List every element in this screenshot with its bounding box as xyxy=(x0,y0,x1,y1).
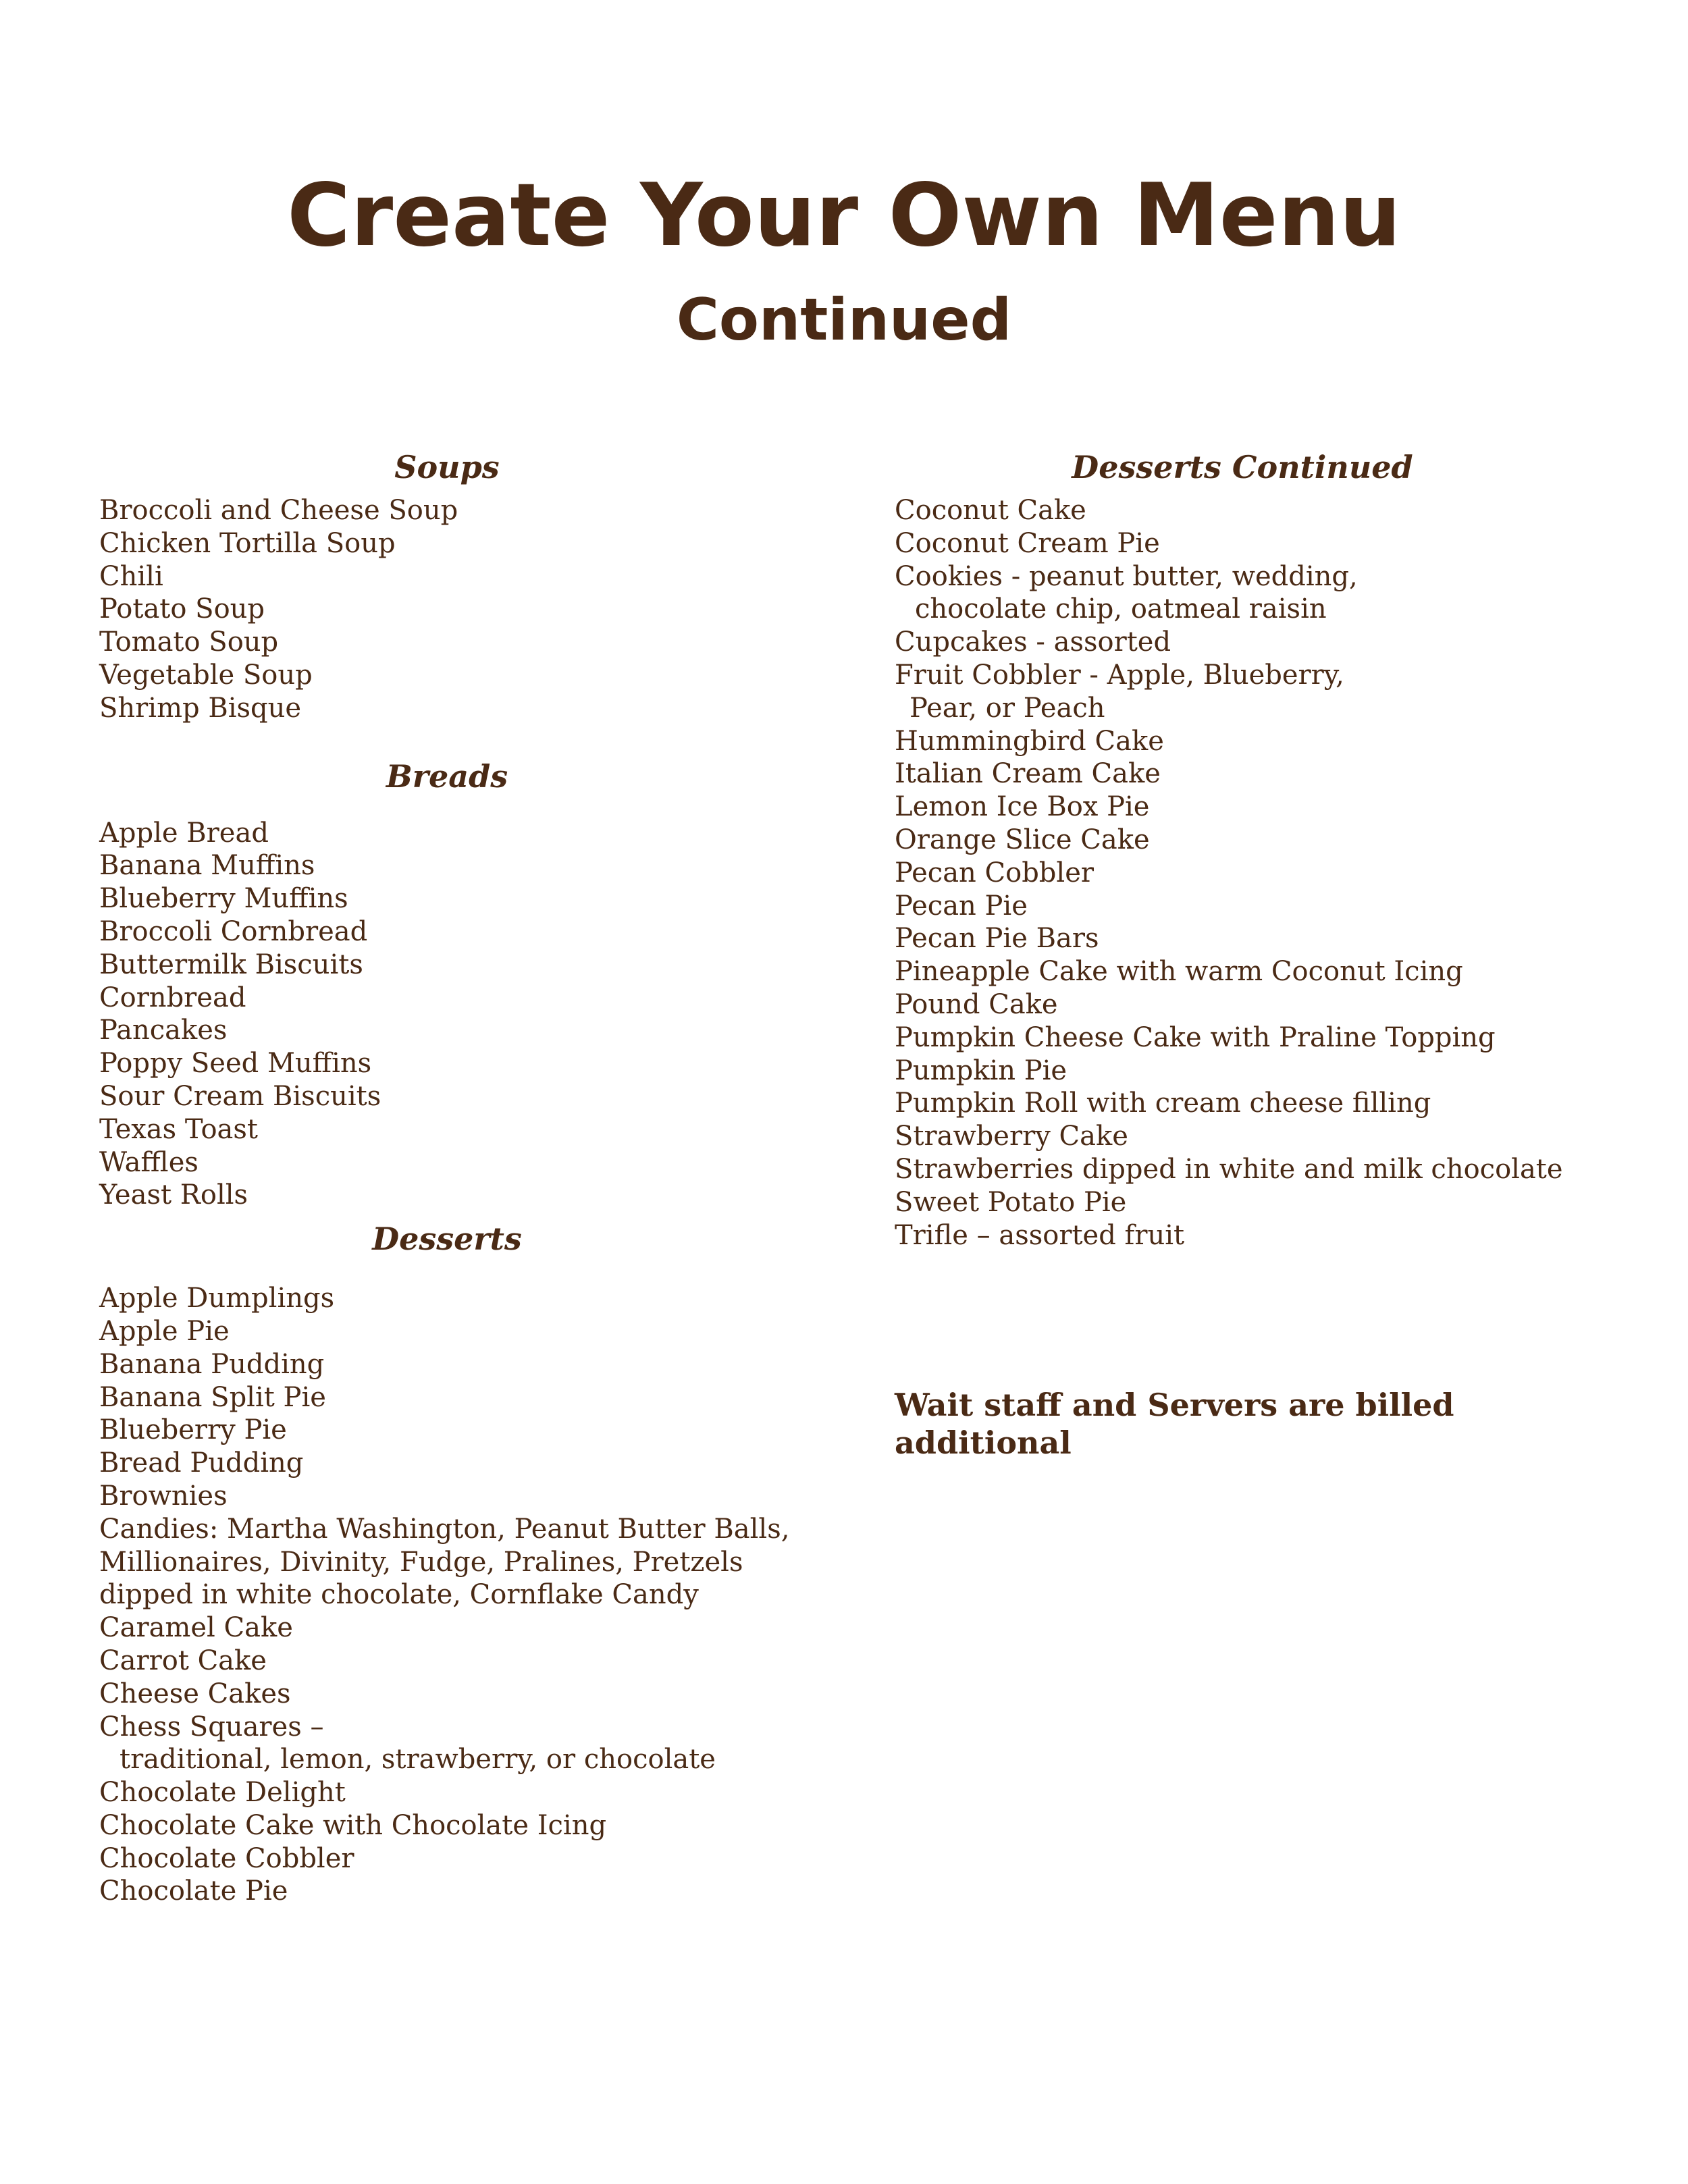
list-item: Caramel Cake xyxy=(99,1612,293,1644)
list-item: Lemon Ice Box Pie xyxy=(895,791,1150,823)
soups-heading: Soups xyxy=(394,449,500,485)
list-item: Pound Cake xyxy=(895,988,1058,1020)
breads-list xyxy=(99,817,795,1213)
billing-note xyxy=(895,1386,1570,1462)
list-item: Trifle – assorted fruit xyxy=(895,1219,1185,1251)
list-item: Sour Cream Biscuits xyxy=(99,1080,381,1112)
soups-list xyxy=(99,494,795,725)
desserts-list xyxy=(99,1282,795,1908)
right-column xyxy=(895,440,1624,1252)
candies-line: dipped in white chocolate, Cornflake Candy xyxy=(99,1579,699,1611)
chess-line: Chess Squares – xyxy=(99,1711,324,1742)
list-item: Pineapple Cake with warm Coconut Icing xyxy=(895,956,1463,988)
list-item: Poppy Seed Muffins xyxy=(99,1048,372,1080)
breads-heading: Breads xyxy=(386,757,508,795)
list-item: Apple Dumplings xyxy=(99,1283,335,1314)
list-item: Yeast Rolls xyxy=(99,1179,248,1211)
spacer xyxy=(99,803,795,817)
cookies-line: chocolate chip, oatmeal raisin xyxy=(915,593,1327,625)
list-item: Italian Cream Cake xyxy=(895,758,1161,790)
list-item: Waffles xyxy=(99,1146,199,1178)
list-item: Shrimp Bisque xyxy=(99,692,302,724)
list-item: Pecan Pie xyxy=(895,890,1028,922)
list-item: Sweet Potato Pie xyxy=(895,1186,1127,1218)
list-item: Potato Soup xyxy=(99,593,265,625)
page-subtitle: Continued xyxy=(676,286,1012,354)
list-item: Brownies xyxy=(99,1480,228,1512)
list-item: Banana Muffins xyxy=(99,850,315,882)
list-item: Cornbread xyxy=(99,982,246,1013)
list-item: Chocolate Cobbler xyxy=(99,1842,354,1874)
list-item: Chocolate Cake with Chocolate Icing xyxy=(99,1809,607,1841)
list-item: Cupcakes - assorted xyxy=(895,627,1171,658)
list-item-candies xyxy=(99,1513,795,1612)
desserts-continued-heading: Desserts Continued xyxy=(1072,449,1413,485)
list-item: Strawberry Cake xyxy=(895,1121,1128,1152)
spacer xyxy=(99,1266,795,1282)
list-item-cookies xyxy=(895,560,1624,627)
list-item: Pecan Cobbler xyxy=(895,857,1094,888)
list-item: Blueberry Muffins xyxy=(99,883,348,915)
chess-line: traditional, lemon, strawberry, or chocolate xyxy=(120,1744,716,1776)
list-item: Banana Split Pie xyxy=(99,1381,326,1413)
spacer xyxy=(99,725,795,749)
list-item: Hummingbird Cake xyxy=(895,725,1164,757)
list-item: Banana Pudding xyxy=(99,1348,325,1380)
list-item: Chili xyxy=(99,560,163,592)
list-item: Coconut Cream Pie xyxy=(895,527,1160,559)
list-item: Pumpkin Pie xyxy=(895,1055,1067,1086)
list-item: Apple Bread xyxy=(99,817,269,849)
cobbler-line: Pear, or Peach xyxy=(909,692,1105,724)
desserts-continued-list xyxy=(895,494,1624,1252)
list-item: Pumpkin Roll with cream cheese filling xyxy=(895,1088,1431,1119)
billing-note-line: Wait staff and Servers are billed xyxy=(895,1387,1454,1423)
list-item: Pumpkin Cheese Cake with Praline Topping xyxy=(895,1021,1496,1053)
list-item-fruit-cobbler xyxy=(895,659,1624,725)
cobbler-line: Fruit Cobbler - Apple, Blueberry, xyxy=(895,659,1344,691)
billing-note-line: additional xyxy=(895,1424,1072,1461)
list-item: Orange Slice Cake xyxy=(895,824,1150,855)
list-item: Buttermilk Biscuits xyxy=(99,949,363,980)
list-item: Texas Toast xyxy=(99,1113,258,1145)
desserts-heading: Desserts xyxy=(372,1221,522,1258)
candies-line: Millionaires, Divinity, Fudge, Pralines, Pretzels xyxy=(99,1546,743,1578)
list-item: Pancakes xyxy=(99,1015,228,1046)
page-title: Create Your Own Menu xyxy=(287,165,1401,266)
list-item: Cheese Cakes xyxy=(99,1678,291,1709)
list-item: Carrot Cake xyxy=(99,1645,267,1676)
list-item: Vegetable Soup xyxy=(99,659,313,691)
list-item: Chocolate Pie xyxy=(99,1875,288,1907)
list-item: Chocolate Delight xyxy=(99,1777,346,1809)
left-column xyxy=(99,440,795,1908)
list-item: Pecan Pie Bars xyxy=(895,923,1099,955)
list-item: Coconut Cake xyxy=(895,495,1086,526)
list-item-chess-squares xyxy=(99,1711,795,1777)
list-item: Apple Pie xyxy=(99,1315,230,1347)
list-item: Broccoli Cornbread xyxy=(99,915,368,947)
candies-line: Candies: Martha Washington, Peanut Butter Balls, xyxy=(99,1513,790,1545)
list-item: Tomato Soup xyxy=(99,627,279,658)
list-item: Broccoli and Cheese Soup xyxy=(99,495,458,526)
list-item: Chicken Tortilla Soup xyxy=(99,527,396,559)
list-item: Bread Pudding xyxy=(99,1447,304,1479)
list-item: Strawberries dipped in white and milk chocolate xyxy=(895,1153,1563,1185)
list-item: Blueberry Pie xyxy=(99,1414,287,1446)
cookies-line: Cookies - peanut butter, wedding, xyxy=(895,560,1358,592)
